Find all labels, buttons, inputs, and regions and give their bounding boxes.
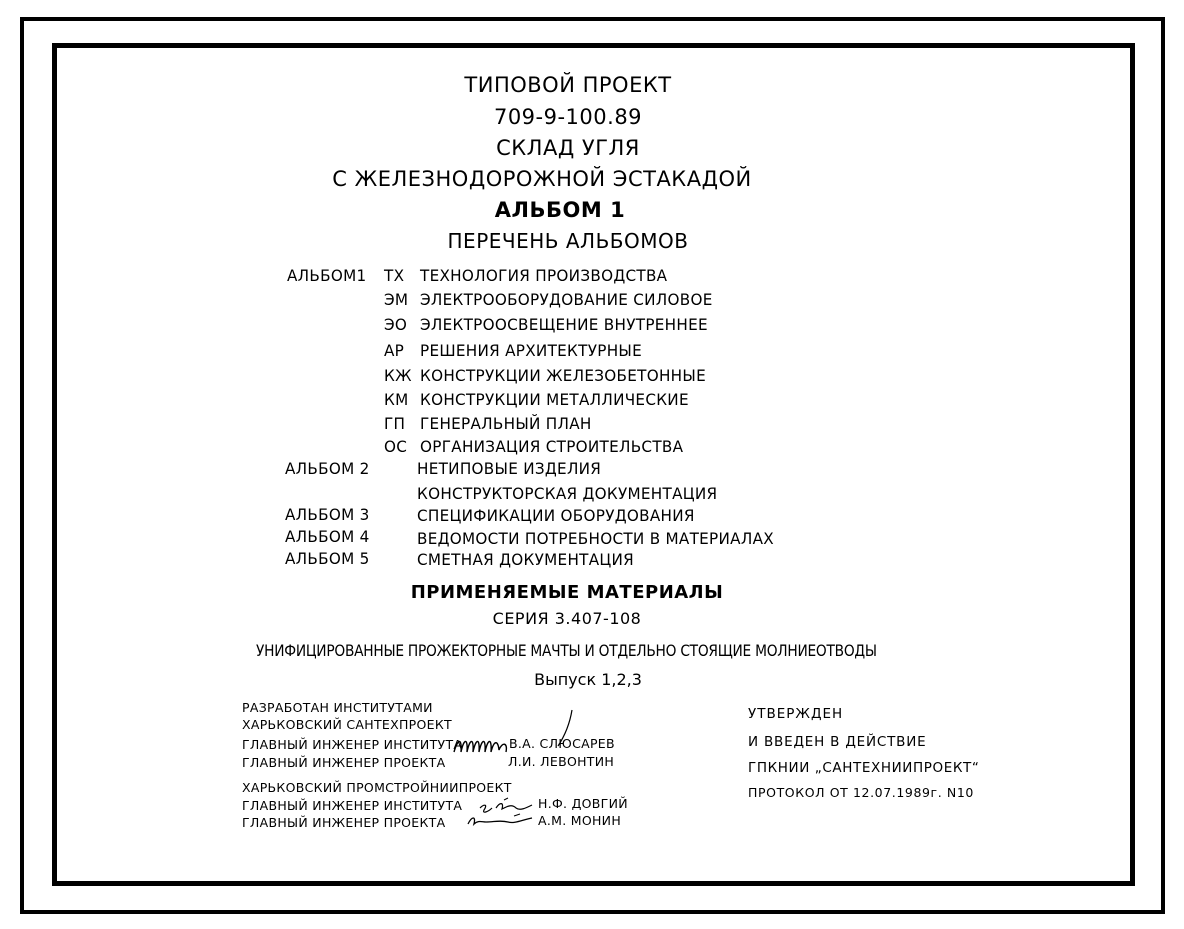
list-item-code: ОС [384, 437, 408, 456]
org2-chief-project-role: ГЛАВНЫЙ ИНЖЕНЕР ПРОЕКТА [242, 815, 446, 830]
list-item-title: КОНСТРУКЦИИ ЖЕЛЕЗОБЕТОННЫЕ [420, 366, 706, 385]
list-item-title: ГЕНЕРАЛЬНЫЙ ПЛАН [420, 414, 592, 433]
album3-label: АЛЬБОМ 3 [285, 505, 370, 524]
org2-chief-institute-role: ГЛАВНЫЙ ИНЖЕНЕР ИНСТИТУТА [242, 798, 463, 813]
approval-protocol: ПРОТОКОЛ ОТ 12.07.1989г. N10 [748, 785, 974, 800]
list-item-title: ЭЛЕКТРООБОРУДОВАНИЕ СИЛОВОЕ [420, 290, 713, 309]
project-subtitle: С ЖЕЛЕЗНОДОРОЖНОЙ ЭСТАКАДОЙ [332, 167, 752, 191]
album-list-title: ПЕРЕЧЕНЬ АЛЬБОМОВ [447, 229, 689, 253]
developers-heading: РАЗРАБОТАН ИНСТИТУТАМИ [242, 700, 433, 715]
list-item-code: ЭМ [384, 290, 409, 309]
project-number: 709-9-100.89 [493, 105, 643, 129]
materials-issue: Выпуск 1,2,3 [534, 670, 642, 689]
approval-line2: И ВВЕДЕН В ДЕЙСТВИЕ [748, 734, 927, 750]
album-number: АЛЬБОМ 1 [494, 198, 626, 222]
org2-chief-project-name: А.М. МОНИН [538, 813, 622, 828]
org1-chief-project-name: Л.И. ЛЕВОНТИН [508, 754, 615, 769]
album1-label: АЛЬБОМ1 [287, 266, 367, 285]
org1-chief-institute-name: В.А. СЛЮСАРЕВ [509, 736, 615, 751]
list-item-code: КЖ [384, 366, 412, 385]
signature-slyusarev-icon [452, 708, 577, 768]
album2-line2: КОНСТРУКТОРСКАЯ ДОКУМЕНТАЦИЯ [417, 484, 718, 503]
project-title: СКЛАД УГЛЯ [496, 136, 640, 160]
developer-org1: ХАРЬКОВСКИЙ САНТЕХПРОЕКТ [242, 717, 452, 732]
album4-line1: ВЕДОМОСТИ ПОТРЕБНОСТИ В МАТЕРИАЛАХ [417, 529, 774, 548]
album5-label: АЛЬБОМ 5 [285, 549, 370, 568]
org1-chief-institute-role: ГЛАВНЫЙ ИНЖЕНЕР ИНСТИТУТА [242, 737, 463, 752]
album2-label: АЛЬБОМ 2 [285, 459, 370, 478]
signature-monin-icon [466, 812, 536, 832]
list-item-title: ЭЛЕКТРООСВЕЩЕНИЕ ВНУТРЕННЕЕ [420, 315, 708, 334]
materials-title: ПРИМЕНЯЕМЫЕ МАТЕРИАЛЫ [410, 582, 724, 603]
approval-line3: ГПКНИИ „САНТЕХНИИПРОЕКТ“ [748, 760, 980, 776]
org1-chief-project-role: ГЛАВНЫЙ ИНЖЕНЕР ПРОЕКТА [242, 755, 446, 770]
org2-chief-institute-name: Н.Ф. ДОВГИЙ [538, 796, 628, 811]
doc-type: ТИПОВОЙ ПРОЕКТ [464, 73, 672, 97]
materials-description: УНИФИЦИРОВАННЫЕ ПРОЖЕКТОРНЫЕ МАЧТЫ И ОТДЕЛЬНО СТОЯЩИЕ МОЛНИЕОТВОДЫ [256, 641, 877, 660]
album4-label: АЛЬБОМ 4 [285, 527, 370, 546]
list-item-code: ЭО [384, 315, 408, 334]
list-item-code: ГП [384, 414, 406, 433]
album5-line1: СМЕТНАЯ ДОКУМЕНТАЦИЯ [417, 550, 635, 569]
list-item-title: РЕШЕНИЯ АРХИТЕКТУРНЫЕ [420, 341, 643, 360]
approval-line1: УТВЕРЖДЕН [748, 706, 844, 722]
list-item-code: АР [384, 341, 405, 360]
list-item-title: ТЕХНОЛОГИЯ ПРОИЗВОДСТВА [420, 266, 668, 285]
album2-line1: НЕТИПОВЫЕ ИЗДЕЛИЯ [417, 459, 602, 478]
album3-line1: СПЕЦИФИКАЦИИ ОБОРУДОВАНИЯ [417, 506, 695, 525]
list-item-code: ТХ [384, 266, 405, 285]
list-item-code: КМ [384, 390, 409, 409]
list-item-title: ОРГАНИЗАЦИЯ СТРОИТЕЛЬСТВА [420, 437, 684, 456]
materials-series: СЕРИЯ 3.407-108 [492, 609, 642, 628]
developer-org2: ХАРЬКОВСКИЙ ПРОМСТРОЙНИИПРОЕКТ [242, 780, 512, 795]
list-item-title: КОНСТРУКЦИИ МЕТАЛЛИЧЕСКИЕ [420, 390, 689, 409]
